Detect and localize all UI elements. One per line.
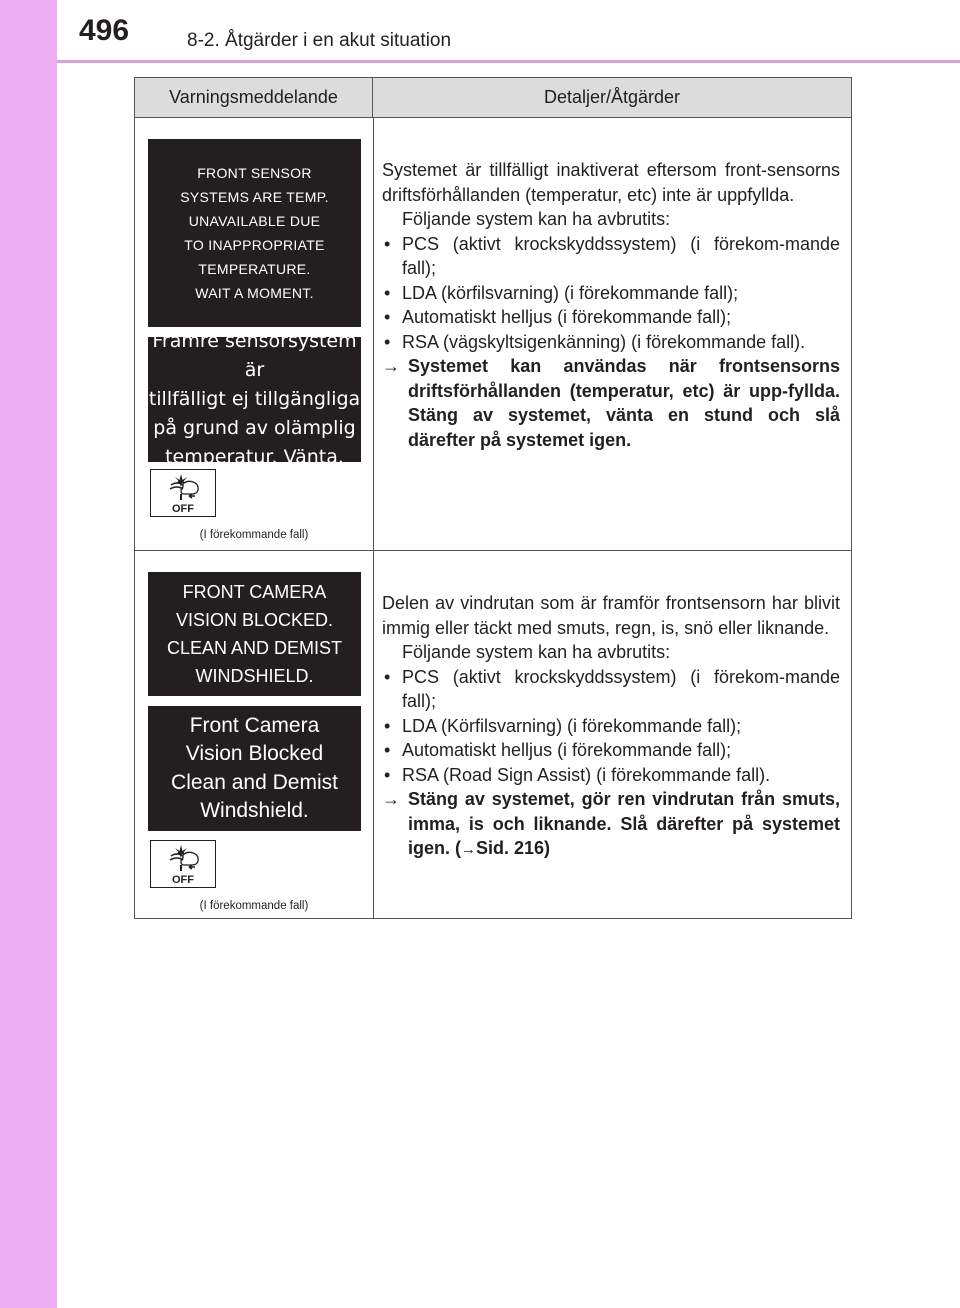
icon-off-label: OFF: [172, 503, 194, 515]
row-divider: [135, 550, 851, 551]
list-item: • LDA (körfilsvarning) (i förekommande fall);: [382, 281, 840, 306]
warning-table: [134, 77, 852, 919]
arrow-icon: →: [382, 356, 400, 376]
warning-message-display: Front Camera Vision Blocked Clean and Demist Windshield.: [148, 706, 361, 831]
warning-message-english: FRONT CAMERA VISION BLOCKED. CLEAN AND DEMIST WINDSHIELD.: [148, 572, 361, 696]
detail-action: [382, 787, 840, 863]
list-item: • RSA (Road Sign Assist) (i förekommande fall).: [382, 763, 840, 788]
detail-intro: Systemet är tillfälligt inaktiverat eftersom front-sensorns driftsförhållanden (temperatur, etc) inte är uppfyllda.: [382, 160, 840, 205]
icon-note: (I förekommande fall): [199, 529, 309, 541]
icon-note: (I förekommande fall): [199, 900, 309, 912]
page-number: 496: [79, 14, 130, 47]
page-header: [57, 0, 960, 62]
pcs-off-icon: [150, 840, 216, 888]
detail-systems-lead: Följande system kan ha avbrutits:: [402, 209, 671, 229]
detail-intro: Delen av vindrutan som är framför frontsensorn har blivit immig eller täckt med smuts, regn, is, snö eller liknande.: [382, 593, 840, 638]
action-text: Stäng av systemet, gör ren vindrutan från smuts, imma, is och liknande. Slå därefter på systemet igen. (: [408, 789, 840, 858]
icon-off-label: OFF: [172, 874, 194, 886]
details-cell-2: [382, 591, 840, 863]
section-title: 8-2. Åtgärder i en akut situation: [187, 30, 452, 51]
detail-systems-lead: Följande system kan ha avbrutits:: [402, 642, 671, 662]
list-item: • PCS (aktivt krockskyddssystem) (i förekom-mande fall);: [382, 665, 840, 714]
list-item: • Automatiskt helljus (i förekommande fall);: [382, 305, 840, 330]
column-header-message: Varningsmeddelande: [135, 78, 373, 118]
header-rule: [57, 60, 960, 63]
list-item: • PCS (aktivt krockskyddssystem) (i förekom-mande fall);: [382, 232, 840, 281]
list-item: • Automatiskt helljus (i förekommande fall);: [382, 738, 840, 763]
details-cell-1: [382, 158, 840, 452]
warning-message-english: FRONT SENSOR SYSTEMS ARE TEMP. UNAVAILABLE DUE TO INAPPROPRIATE TEMPERATURE. WAIT A MOMENT.: [148, 139, 361, 327]
list-item: • RSA (vägskyltsigenkänning) (i förekommande fall).: [382, 330, 840, 355]
warning-message-swedish: Främre sensorsystem är tillfälligt ej tillgängliga på grund av olämplig temperatur. Vänta.: [148, 330, 361, 468]
page-ref-link[interactable]: Sid. 216): [476, 838, 551, 858]
page-ref-arrow-icon: →: [461, 841, 476, 858]
column-divider: [373, 118, 374, 918]
arrow-icon: →: [382, 789, 400, 809]
pcs-off-icon: [150, 469, 216, 517]
column-header-details: Detaljer/Åtgärder: [373, 78, 851, 118]
side-color-band: [0, 0, 57, 1308]
list-item: • LDA (Körfilsvarning) (i förekommande fall);: [382, 714, 840, 739]
detail-action: [382, 354, 840, 452]
action-text: Systemet kan användas när frontsensorns driftsförhållanden (temperatur, etc) är upp-fyllda. Stäng av systemet, vänta en stund och slå därefter på systemet igen.: [408, 356, 840, 450]
